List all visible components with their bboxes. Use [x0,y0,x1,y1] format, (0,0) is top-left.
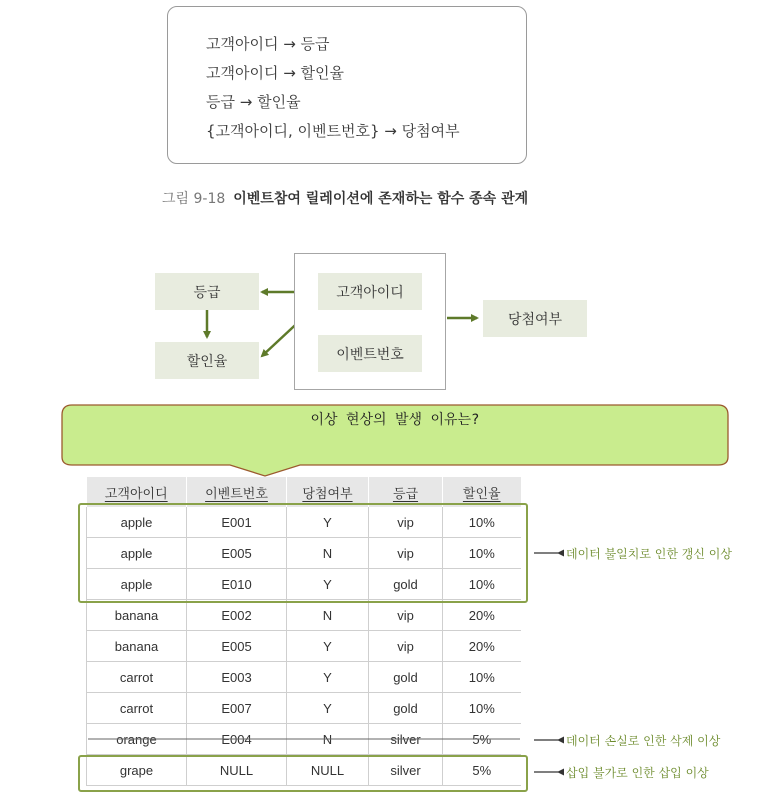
header-discount: 할인율 [443,477,521,507]
cell-event-no: E003 [187,662,287,693]
cell-discount: 10% [443,569,521,600]
node-grade: 등급 [155,273,259,310]
cell-discount: 10% [443,538,521,569]
cell-event-no: E002 [187,600,287,631]
insert-anomaly-highlight [78,755,528,792]
cell-customer-id: carrot [87,693,187,724]
cell-winner: NULL [287,755,369,786]
cell-winner: Y [287,631,369,662]
cell-grade: vip [369,600,443,631]
cell-customer-id: banana [87,631,187,662]
node-event-no: 이벤트번호 [318,335,422,372]
cell-discount: 10% [443,507,521,538]
fd-line-3: 등급 → 할인율 [206,93,301,111]
node-winner: 당첨여부 [483,300,587,337]
figure-number: 그림 9-18 [162,191,226,207]
cell-winner: Y [287,569,369,600]
fd-line-2: 고객아이디 → 할인율 [206,64,345,82]
header-event-no: 이벤트번호 [187,477,287,507]
cell-customer-id: carrot [87,662,187,693]
cell-event-no: E005 [187,538,287,569]
cell-discount: 20% [443,631,521,662]
cell-event-no: E010 [187,569,287,600]
cell-event-no: E004 [187,724,287,755]
cell-winner: Y [287,662,369,693]
cell-event-no: E001 [187,507,287,538]
fd-line-1: 고객아이디 → 등급 [206,35,330,53]
cell-grade: vip [369,507,443,538]
cell-grade: gold [369,662,443,693]
header-grade: 등급 [369,477,443,507]
header-customer-id: 고객아이디 [87,477,187,507]
cell-grade: vip [369,631,443,662]
cell-winner: Y [287,507,369,538]
cell-grade: silver [369,724,443,755]
cell-discount: 10% [443,693,521,724]
header-winner: 당첨여부 [287,477,369,507]
cell-grade: vip [369,538,443,569]
cell-grade: silver [369,755,443,786]
cell-winner: N [287,600,369,631]
cell-customer-id: apple [87,507,187,538]
cell-customer-id: banana [87,600,187,631]
cell-grade: gold [369,569,443,600]
cell-event-no: E007 [187,693,287,724]
node-customer-id: 고객아이디 [318,273,422,310]
node-discount: 할인율 [155,342,259,379]
insert-anomaly-note: 삽입 불가로 인한 삽입 이상 [566,766,709,780]
fd-line-4: {고객아이디, 이벤트번호} → 당첨여부 [206,122,460,140]
cell-event-no: NULL [187,755,287,786]
update-anomaly-highlight [78,503,528,603]
figure-title: 이벤트참여 릴레이션에 존재하는 함수 종속 관계 [233,191,529,207]
update-anomaly-note: 데이터 불일치로 인한 갱신 이상 [566,547,732,561]
cell-customer-id: grape [87,755,187,786]
delete-anomaly-note: 데이터 손실로 인한 삭제 이상 [566,734,721,748]
cell-customer-id: apple [87,538,187,569]
callout-text: 이상 현상의 발생 이유는? [310,412,480,428]
cell-grade: gold [369,693,443,724]
cell-winner: N [287,724,369,755]
cell-discount: 20% [443,600,521,631]
cell-discount: 5% [443,755,521,786]
cell-discount: 5% [443,724,521,755]
cell-winner: N [287,538,369,569]
cell-event-no: E005 [187,631,287,662]
cell-winner: Y [287,693,369,724]
cell-discount: 10% [443,662,521,693]
cell-customer-id: orange [87,724,187,755]
cell-customer-id: apple [87,569,187,600]
